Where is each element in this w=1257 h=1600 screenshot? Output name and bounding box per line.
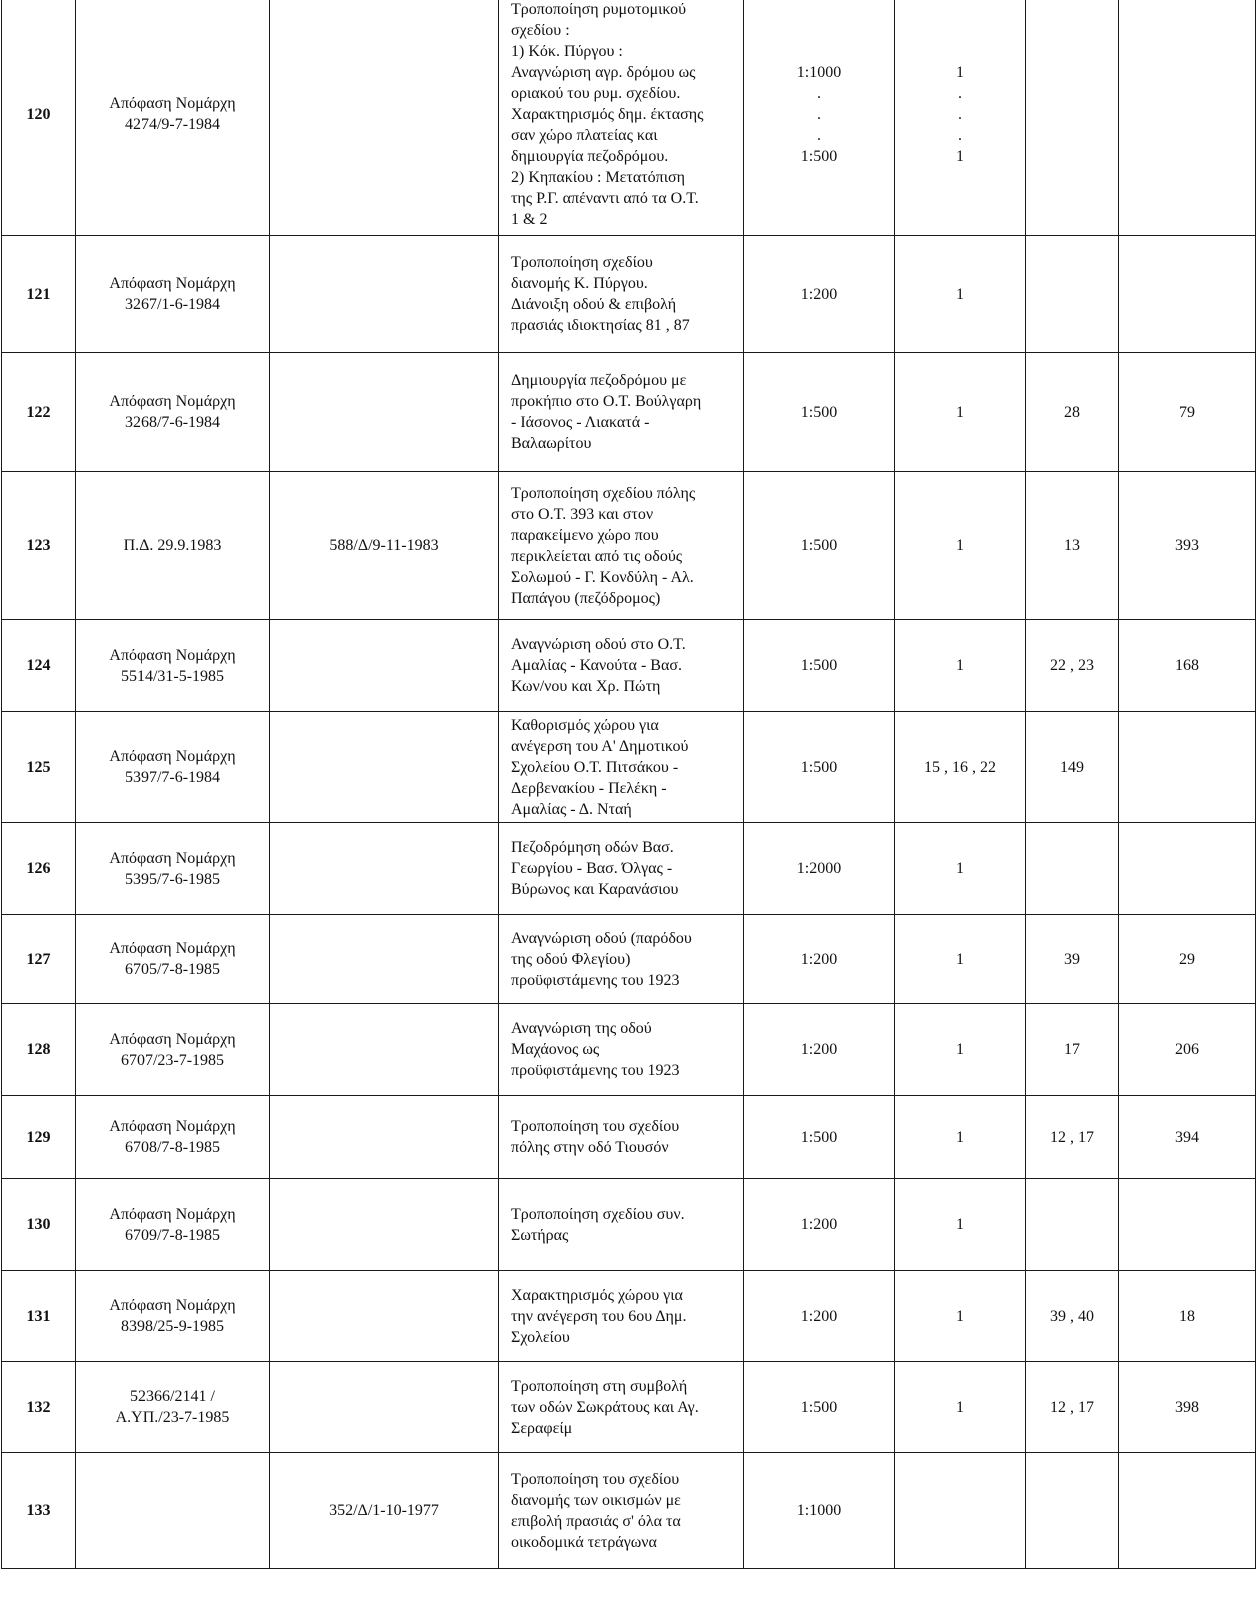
description-cell [499, 712, 744, 823]
cell-line: Βαλαωρίτου [511, 435, 592, 452]
cell-line: Κων/νου και Χρ. Πώτη [511, 678, 661, 695]
row-number: 124 [2, 620, 76, 712]
table-row [2, 1271, 1256, 1362]
cell-line: Απόφαση Νομάρχη [109, 646, 236, 664]
table-row [2, 353, 1256, 472]
decision-cell [76, 236, 270, 353]
cell-line: 1:500 [800, 403, 838, 421]
row-number: 128 [2, 1004, 76, 1096]
description-cell [499, 0, 744, 236]
row-number: 126 [2, 823, 76, 915]
plot-number-cell: 29 [1119, 915, 1256, 1004]
cell-line: 1:500 [800, 1398, 838, 1416]
cell-line: 1 & 2 [511, 210, 548, 228]
cell-line: 6708/7-8-1985 [124, 1139, 221, 1156]
cell-line: 2) Κηπακίου : Μετατόπιση [511, 168, 686, 186]
cell-line: την ανέγερση του 6ου Δημ. [511, 1307, 687, 1325]
description-cell [499, 1096, 744, 1179]
cell-line: Απόφαση Νομάρχη [109, 1118, 236, 1135]
table-row [2, 1362, 1256, 1453]
cell-line: Αμαλίας - Κανούτα - Βασ. [511, 657, 682, 674]
row-number: 120 [2, 0, 76, 236]
cell-line: Μαχάονος ως [511, 1041, 600, 1058]
row-number: 125 [2, 712, 76, 823]
description-cell [499, 915, 744, 1004]
plot-number-cell: 393 [1119, 472, 1256, 620]
sheets-cell [895, 1179, 1026, 1271]
cell-line: Τροποποίηση στη συμβολή [511, 1377, 688, 1395]
cell-line: Α.ΥΠ./23-7-1985 [115, 1409, 230, 1426]
table-row [2, 1096, 1256, 1179]
plot-number-cell [1119, 823, 1256, 915]
table-row [2, 0, 1256, 236]
cell-line: Παπάγου (πεζόδρομος) [511, 589, 661, 607]
description-cell [499, 823, 744, 915]
cell-line: της οδού Φλεγίου) [511, 950, 631, 968]
cell-line: σχεδίου : [511, 21, 570, 39]
row-number: 130 [2, 1179, 76, 1271]
table-row [2, 1453, 1256, 1569]
cell-line: Σωτήρας [511, 1226, 569, 1244]
cell-line: 1 [956, 63, 964, 81]
scale-cell [744, 1271, 895, 1362]
cell-line: . [958, 84, 962, 102]
cell-line: Χαρακτηρισμός δημ. έκτασης [511, 105, 704, 123]
cell-line: Απόφαση Νομάρχη [109, 1297, 236, 1314]
description-cell [499, 472, 744, 620]
cell-line: 1:200 [800, 950, 838, 968]
cell-line: Αναγνώριση αγρ. δρόμου ως [511, 63, 696, 81]
cell-line: 1:500 [800, 657, 838, 674]
gazette-cell [270, 915, 499, 1004]
row-number: 133 [2, 1453, 76, 1569]
block-number-cell: 28 [1026, 353, 1119, 472]
sheets-cell [895, 472, 1026, 620]
gazette-cell: 588/Δ/9-11-1983 [270, 472, 499, 620]
cell-line: . [958, 126, 962, 144]
scale-cell [744, 712, 895, 823]
gazette-cell [270, 823, 499, 915]
cell-line: Απόφαση Νομάρχη [109, 95, 236, 112]
description-cell [499, 353, 744, 472]
cell-line: Σχολείου Ο.Τ. Πιτσάκου - [511, 758, 679, 776]
cell-line: 1 [956, 403, 964, 421]
decision-cell [76, 620, 270, 712]
cell-line: της Ρ.Γ. απέναντι από τα Ο.Τ. [511, 189, 699, 207]
cell-line: 6707/23-7-1985 [120, 1051, 225, 1069]
cell-line: προϋφιστάμενης του 1923 [511, 1062, 680, 1079]
sheets-cell [895, 620, 1026, 712]
cell-line: . [817, 105, 821, 123]
cell-line: σαν χώρο πλατείας και [511, 126, 658, 144]
table-row [2, 915, 1256, 1004]
description-cell [499, 1271, 744, 1362]
row-number: 123 [2, 472, 76, 620]
table-row [2, 472, 1256, 620]
scale-cell [744, 353, 895, 472]
cell-line: οικοδομικά τετράγωνα [511, 1533, 657, 1551]
cell-line: 3268/7-6-1984 [124, 414, 221, 431]
plot-number-cell [1119, 1453, 1256, 1569]
cell-line: Απόφαση Νομάρχη [109, 275, 236, 292]
scale-cell [744, 1096, 895, 1179]
cell-line: 1 [956, 1041, 964, 1058]
row-number: 121 [2, 236, 76, 353]
gazette-cell [270, 236, 499, 353]
cell-line: Αναγνώριση οδού στο Ο.Τ. [511, 636, 686, 653]
table-row [2, 1004, 1256, 1096]
cell-line: Σολωμού - Γ. Κονδύλη - Αλ. [511, 568, 694, 586]
cell-line: 1 [956, 657, 964, 674]
table-row [2, 823, 1256, 915]
row-number: 129 [2, 1096, 76, 1179]
cell-line: περικλείεται από τις οδούς [511, 547, 683, 565]
cell-line: 1 [956, 1307, 964, 1325]
scale-cell [744, 915, 895, 1004]
cell-line: πόλης στην οδό Τιουσόν [511, 1139, 669, 1156]
scale-cell [744, 236, 895, 353]
block-number-cell: 149 [1026, 712, 1119, 823]
cell-line: στο Ο.Τ. 393 και στον [511, 505, 654, 523]
cell-line: διανομής Κ. Πύργου. [511, 275, 648, 292]
cell-line: 1:1000 [796, 63, 842, 81]
planning-amendments-table [1, 0, 1256, 1569]
gazette-cell [270, 1004, 499, 1096]
plot-number-cell: 79 [1119, 353, 1256, 472]
plot-number-cell: 18 [1119, 1271, 1256, 1362]
cell-line: Απόφαση Νομάρχη [109, 1205, 236, 1223]
block-number-cell: 12 , 17 [1026, 1362, 1119, 1453]
cell-line: . [817, 84, 821, 102]
row-number: 127 [2, 915, 76, 1004]
decision-cell [76, 823, 270, 915]
cell-line: 1:200 [800, 1041, 838, 1058]
cell-line: Τροποποίηση ρυμοτομικού [511, 0, 687, 18]
cell-line: Δημιουργία πεζοδρόμου με [511, 372, 687, 389]
gazette-cell: 352/Δ/1-10-1977 [270, 1453, 499, 1569]
cell-line: παρακείμενο χώρο που [511, 526, 659, 544]
cell-line: προκήπιο στο Ο.Τ. Βούλγαρη [511, 393, 702, 410]
decision-cell [76, 472, 270, 620]
cell-line: 5395/7-6-1985 [124, 870, 221, 888]
sheets-cell [895, 1453, 1026, 1569]
cell-line: 1:200 [800, 1216, 838, 1233]
scale-cell [744, 1004, 895, 1096]
cell-line: Καθορισμός χώρου για [511, 716, 659, 734]
plot-number-cell [1119, 0, 1256, 236]
cell-line: 1:500 [800, 758, 838, 776]
cell-line: επιβολή πρασιάς σ' όλα τα [511, 1512, 681, 1530]
gazette-cell [270, 1362, 499, 1453]
cell-line: Δερβενακίου - Πελέκη - [511, 779, 667, 797]
cell-line: - Ιάσονος - Λιακατά - [511, 414, 650, 431]
scale-cell [744, 1362, 895, 1453]
decision-cell [76, 1453, 270, 1569]
cell-line: 1 [956, 285, 964, 303]
gazette-cell [270, 1271, 499, 1362]
cell-line: Γεωργίου - Βασ. Όλγας - [511, 860, 673, 877]
cell-line: Απόφαση Νομάρχη [109, 940, 236, 957]
gazette-cell [270, 1096, 499, 1179]
table-row [2, 712, 1256, 823]
block-number-cell: 13 [1026, 472, 1119, 620]
cell-line: 1 [956, 147, 964, 165]
cell-line: 1:1000 [796, 1502, 842, 1519]
decision-cell [76, 1096, 270, 1179]
cell-line: 6709/7-8-1985 [124, 1226, 221, 1244]
table-row [2, 236, 1256, 353]
row-number: 131 [2, 1271, 76, 1362]
table-body [2, 0, 1256, 1569]
block-number-cell: 17 [1026, 1004, 1119, 1096]
description-cell [499, 1453, 744, 1569]
plot-number-cell: 398 [1119, 1362, 1256, 1453]
cell-line: . [817, 126, 821, 144]
decision-cell [76, 1179, 270, 1271]
sheets-cell [895, 0, 1026, 236]
cell-line: 1:2000 [796, 860, 842, 877]
plot-number-cell [1119, 1179, 1256, 1271]
sheets-cell [895, 1271, 1026, 1362]
decision-cell [76, 1362, 270, 1453]
cell-line: 1 [956, 1398, 964, 1416]
sheets-cell [895, 712, 1026, 823]
cell-line: 52366/2141 / [130, 1388, 215, 1405]
cell-line: Απόφαση Νομάρχη [109, 849, 236, 867]
cell-line: οριακού του ρυμ. σχεδίου. [511, 84, 681, 102]
description-cell [499, 1004, 744, 1096]
cell-line: 1 [956, 860, 964, 877]
cell-line: 1 [956, 1216, 964, 1233]
row-number: 132 [2, 1362, 76, 1453]
cell-line: 3267/1-6-1984 [124, 296, 221, 313]
block-number-cell: 22 , 23 [1026, 620, 1119, 712]
block-number-cell [1026, 236, 1119, 353]
cell-line: δημιουργία πεζοδρόμου. [511, 147, 669, 165]
block-number-cell [1026, 0, 1119, 236]
decision-cell [76, 0, 270, 236]
sheets-cell [895, 823, 1026, 915]
decision-cell [76, 353, 270, 472]
cell-line: 15 , 16 , 22 [924, 758, 996, 776]
description-cell [499, 1179, 744, 1271]
sheets-cell [895, 1362, 1026, 1453]
block-number-cell [1026, 1179, 1119, 1271]
cell-line: 1 [956, 537, 964, 554]
cell-line: 5397/7-6-1984 [124, 769, 221, 786]
scale-cell [744, 1179, 895, 1271]
cell-line: Απόφαση Νομάρχη [109, 1030, 236, 1048]
plot-number-cell [1119, 236, 1256, 353]
cell-line: Αναγνώριση οδού (παρόδου [511, 929, 692, 947]
cell-line: 1:500 [800, 147, 838, 165]
cell-line: 6705/7-8-1985 [124, 961, 221, 978]
sheets-cell [895, 915, 1026, 1004]
description-cell [499, 620, 744, 712]
cell-line: 1:500 [800, 1128, 838, 1146]
cell-line: Βύρωνος και Καρανάσιου [511, 881, 679, 898]
gazette-cell [270, 1179, 499, 1271]
block-number-cell [1026, 823, 1119, 915]
sheets-cell [895, 353, 1026, 472]
sheets-cell [895, 1096, 1026, 1179]
decision-cell [76, 1004, 270, 1096]
cell-line: 1:200 [800, 285, 838, 303]
gazette-cell [270, 712, 499, 823]
scale-cell [744, 823, 895, 915]
cell-line: ανέγερση του Α' Δημοτικού [511, 737, 689, 755]
cell-line: Σεραφείμ [511, 1419, 573, 1437]
cell-line: Τροποποίηση του σχεδίου [511, 1470, 680, 1488]
gazette-cell [270, 0, 499, 236]
block-number-cell [1026, 1453, 1119, 1569]
cell-line: 4274/9-7-1984 [124, 116, 221, 133]
cell-line: 5514/31-5-1985 [120, 667, 225, 685]
scale-cell [744, 472, 895, 620]
cell-line: 8398/25-9-1985 [120, 1318, 225, 1335]
cell-line: Π.Δ. 29.9.1983 [123, 537, 222, 554]
sheets-cell [895, 1004, 1026, 1096]
cell-line: πρασιάς ιδιοκτησίας 81 , 87 [511, 317, 690, 334]
description-cell [499, 1362, 744, 1453]
plot-number-cell: 168 [1119, 620, 1256, 712]
gazette-cell [270, 620, 499, 712]
cell-line: 1 [956, 1128, 964, 1146]
plot-number-cell: 394 [1119, 1096, 1256, 1179]
cell-line: διανομής των οικισμών με [511, 1491, 681, 1509]
cell-line: Τροποποίηση σχεδίου συν. [511, 1205, 685, 1223]
scale-cell [744, 620, 895, 712]
table-row [2, 1179, 1256, 1271]
cell-line: Τροποποίηση του σχεδίου [511, 1118, 680, 1135]
block-number-cell: 39 [1026, 915, 1119, 1004]
cell-line: 1 [956, 950, 964, 968]
cell-line: Τροποποίηση σχεδίου πόλης [511, 484, 696, 502]
cell-line: Πεζοδρόμηση οδών Βασ. [511, 839, 674, 856]
plot-number-cell [1119, 712, 1256, 823]
cell-line: των οδών Σωκράτους και Αγ. [511, 1398, 699, 1416]
cell-line: 1:500 [800, 537, 838, 554]
cell-line: . [958, 105, 962, 123]
cell-line: Απόφαση Νομάρχη [109, 748, 236, 765]
block-number-cell: 12 , 17 [1026, 1096, 1119, 1179]
sheets-cell [895, 236, 1026, 353]
cell-line: 1) Κόκ. Πύργου : [511, 42, 623, 60]
cell-line: Αναγνώριση της οδού [511, 1020, 652, 1037]
table-row [2, 620, 1256, 712]
cell-line: Διάνοιξη οδού & επιβολή [511, 296, 677, 313]
cell-line: Χαρακτηρισμός χώρου για [511, 1286, 683, 1304]
decision-cell [76, 712, 270, 823]
cell-line: Αμαλίας - Δ. Νταή [511, 800, 632, 818]
plot-number-cell: 206 [1119, 1004, 1256, 1096]
cell-line: Τροποποίηση σχεδίου [511, 254, 653, 271]
gazette-cell [270, 353, 499, 472]
decision-cell [76, 915, 270, 1004]
cell-line: Απόφαση Νομάρχη [109, 393, 236, 410]
row-number: 122 [2, 353, 76, 472]
description-cell [499, 236, 744, 353]
scale-cell [744, 1453, 895, 1569]
cell-line: 1:200 [800, 1307, 838, 1325]
block-number-cell: 39 , 40 [1026, 1271, 1119, 1362]
cell-line: Σχολείου [511, 1328, 570, 1346]
decision-cell [76, 1271, 270, 1362]
cell-line: προϋφιστάμενης του 1923 [511, 971, 680, 989]
scale-cell [744, 0, 895, 236]
